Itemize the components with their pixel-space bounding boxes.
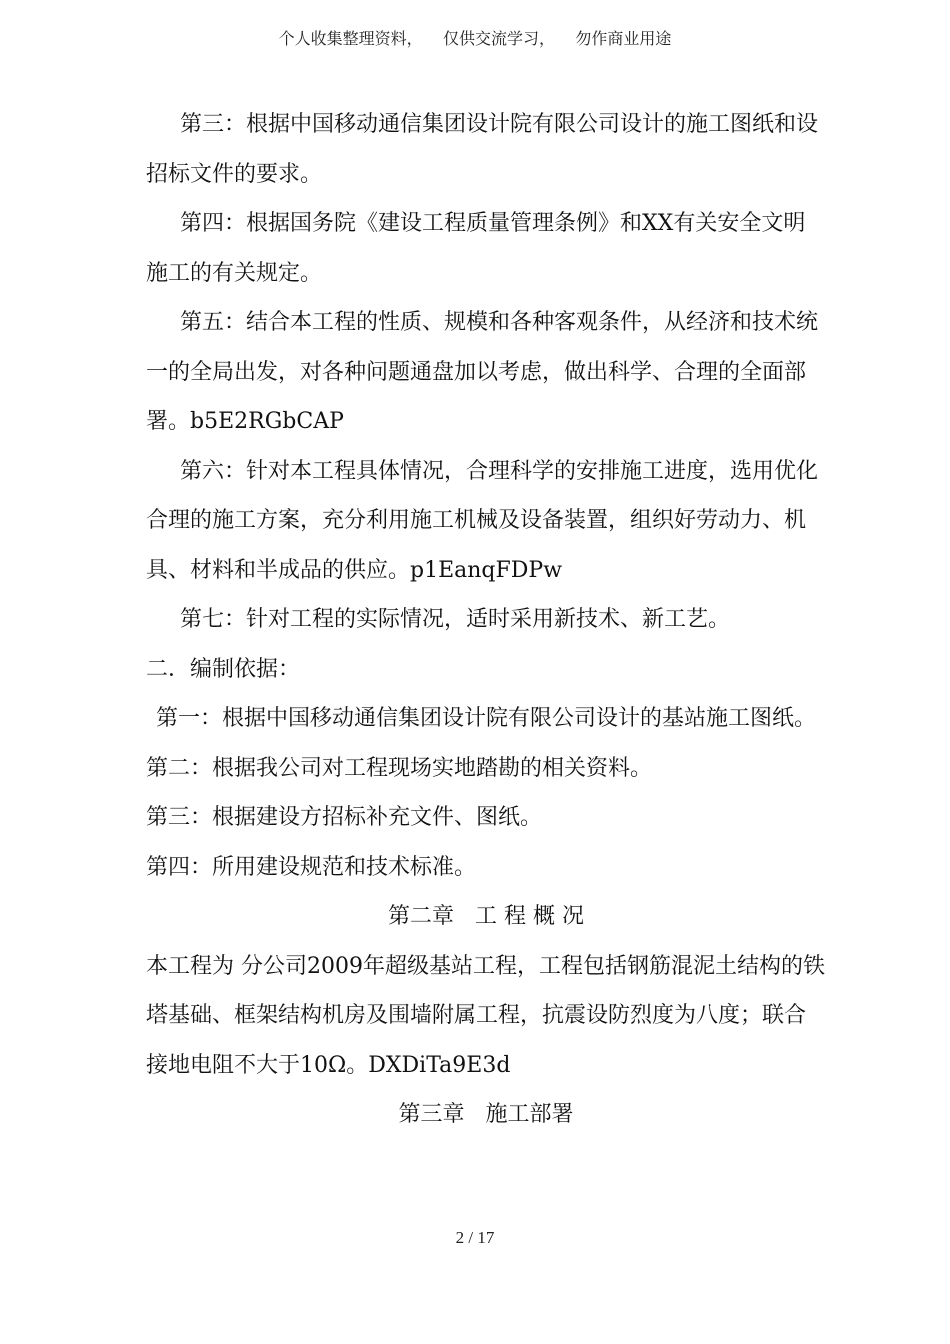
page-header: 个人收集整理资料， 仅供交流学习， 勿作商业用途 xyxy=(278,29,672,48)
paragraph-second-compilation: 第二：根据我公司对工程现场实地踏勘的相关资料。 xyxy=(146,755,653,781)
chapter-2-title: 第二章 工 程 概 况 xyxy=(388,904,584,929)
project-overview-paragraph: 本工程为 分公司2009年超级基站工程，工程包括钢筋混泥土结构的铁塔基础、框架结构机房及围墙附属工程，抗震设防烈度为八度；联合接地电阻不大于10Ω。DXDiTa9E3d xyxy=(146,953,825,1078)
paragraph-fifth-basis: 第五：结合本工程的性质、规模和各种客观条件，从经济和技术统一的全局出发，对各种问题通盘加以考虑，做出科学、合理的全面部署。b5E2RGbCAP xyxy=(146,310,819,434)
paragraph-third-compilation: 第三：根据建设方招标补充文件、图纸。 xyxy=(146,805,543,830)
paragraph-fourth-basis: 第四：根据国务院《建设工程质量管理条例》和XX有关安全文明施工的有关规定。 xyxy=(146,211,806,286)
paragraph-third-basis: 第三：根据中国移动通信集团设计院有限公司设计的施工图纸和设招标文件的要求。 xyxy=(146,112,819,187)
section-heading-compilation-basis: 二．编制依据： xyxy=(146,656,301,682)
paragraph-sixth-basis: 第六：针对本工程具体情况，合理科学的安排施工进度，选用优化合理的施工方案，充分利用施工机械及设备装置，组织好劳动力、机具、材料和半成品的供应。p1EanqFDPw xyxy=(146,458,819,583)
chapter-3-title: 第三章 施工部署 xyxy=(398,1102,574,1127)
paragraph-seventh-basis: 第七：针对工程的实际情况，适时采用新技术、新工艺。 xyxy=(180,607,731,632)
paragraph-first-compilation: 第一：根据中国移动通信集团设计院有限公司设计的基站施工图纸。 xyxy=(156,706,817,731)
page-number: 2 / 17 xyxy=(455,1228,495,1247)
paragraph-fourth-compilation: 第四：所用建设规范和技术标准。 xyxy=(146,854,477,880)
document-body xyxy=(146,100,826,1140)
